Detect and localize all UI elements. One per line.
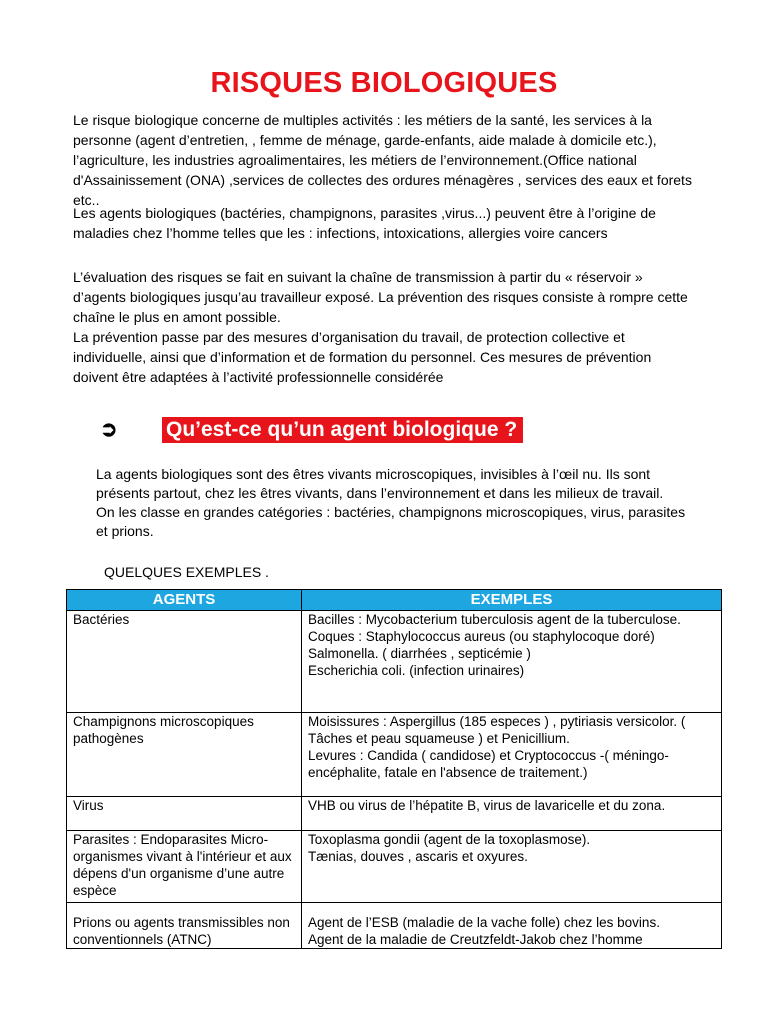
agents-table — [66, 589, 722, 949]
example-line: Salmonella. ( diarrhées , septicémie ) — [308, 646, 531, 661]
example-line: Agent de la maladie de Creutzfeldt-Jakob chez l’homme — [308, 932, 643, 947]
header-agents: AGENTS — [67, 590, 302, 611]
examples-cell — [302, 797, 722, 831]
example-line: Coques : Staphylococcus aureus (ou staphylocoque doré) — [308, 629, 655, 644]
example-line: Tænias, douves , ascaris et oxyures. — [308, 849, 528, 864]
intro-paragraph: On les classe en grandes catégories : bactéries, champignons microscopiques, virus, parasites et prions. — [96, 504, 686, 539]
table-row — [67, 713, 722, 797]
agent-cell: Prions ou agents transmissibles non conventionnels (ATNC) — [67, 903, 302, 949]
arrow-icon: ➲ — [100, 418, 118, 441]
intro-paragraph: La agents biologiques sont des êtres vivants microscopiques, invisibles à l’œil nu. Ils sont présents partout, chez les êtres vivants, dans l’environnement et dans les milieux de travail. — [96, 466, 664, 501]
examples-cell — [302, 713, 722, 797]
examples-cell — [302, 903, 722, 949]
examples-label: QUELQUES EXEMPLES . — [104, 564, 269, 580]
examples-cell — [302, 831, 722, 903]
agent-cell: Bactéries — [67, 611, 302, 713]
agent-cell: Virus — [67, 797, 302, 831]
table-row — [67, 903, 722, 949]
table-row — [67, 797, 722, 831]
paragraph-evaluation: L’évaluation des risques se fait en suivant la chaîne de transmission à partir du « réservoir » d’agents biologiques jusqu’au travailleur exposé. La prévention des risques consiste à rompre cette chaîne le plus en amont possible. — [73, 269, 688, 325]
header-exemples: EXEMPLES — [302, 590, 722, 611]
example-line: Moisissures : Aspergillus (185 especes ) , pytiriasis versicolor. ( Tâches et peau squameuse ) et Penicillium. — [308, 714, 686, 746]
paragraph-scope: Le risque biologique concerne de multiples activités : les métiers de la santé, les services à la personne (agent d’entretien, , femme de ménage, garde-enfants, aide malade à domicile etc.), l’agriculture, les industries agroalimentaires, les métiers de l’environnement.(Office national d'Assainissement (ONA) ,services de collectes des ordures ménagères , services des eaux et forets etc.. — [73, 112, 692, 208]
paragraph-prevention: La prévention passe par des mesures d’organisation du travail, de protection collective et individuelle, ainsi que d’information et de formation du personnel. Ces mesures de prévention doivent être adaptées à l’activité professionnelle considérée — [73, 329, 652, 385]
page-title: RISQUES BIOLOGIQUES — [210, 67, 558, 99]
agent-cell: Parasites : Endoparasites Micro-organismes vivant à l'intérieur et aux dépens d'un organisme d’une autre espèce — [67, 831, 302, 903]
paragraph-agents: Les agents biologiques (bactéries, champignons, parasites ,virus...) peuvent être à l’origine de maladies chez l’homme telles que les : infections, intoxications, allergies voire cancers — [73, 205, 656, 241]
section-title: Qu’est-ce qu’un agent biologique ? — [162, 417, 523, 443]
example-line: Escherichia coli. (infection urinaires) — [308, 663, 525, 678]
section-intro — [96, 465, 696, 541]
example-line: Agent de l’ESB (maladie de la vache folle) chez les bovins. — [308, 915, 660, 930]
example-line: Bacilles : Mycobacterium tuberculosis agent de la tuberculose. — [308, 612, 681, 627]
example-line: VHB ou virus de l’hépatite B, virus de lavaricelle et du zona. — [308, 798, 666, 813]
agent-cell: Champignons microscopiques pathogènes — [67, 713, 302, 797]
examples-cell — [302, 611, 722, 713]
table-row — [67, 611, 722, 713]
example-line: Toxoplasma gondii (agent de la toxoplasmose). — [308, 832, 591, 847]
table-header-row — [67, 590, 722, 611]
example-line: Levures : Candida ( candidose) et Cryptococcus -( méningo-encéphalite, fatale en l'absence de traitement.) — [308, 748, 669, 780]
table-row — [67, 831, 722, 903]
